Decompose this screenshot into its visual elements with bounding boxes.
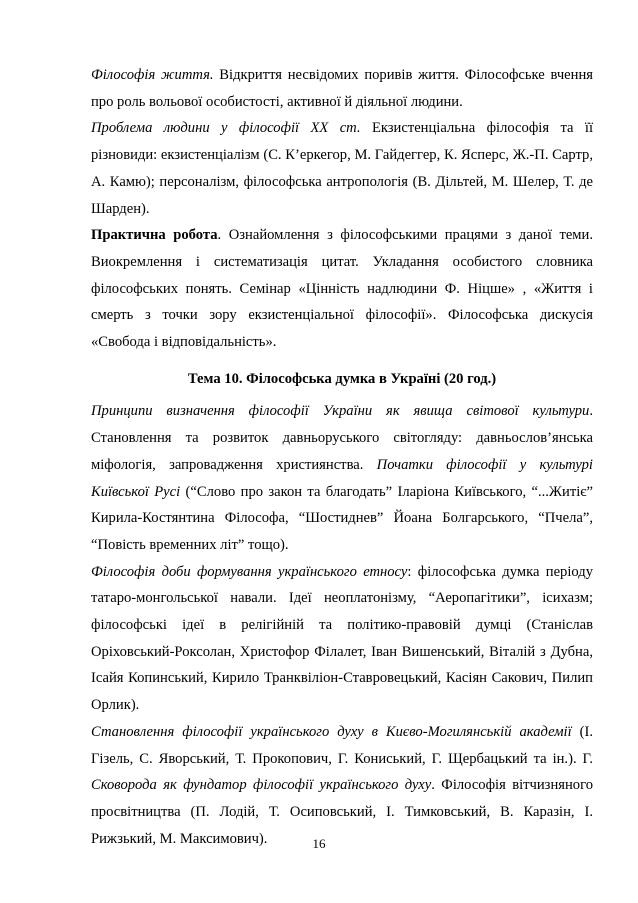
document-page bbox=[91, 62, 593, 852]
paragraph-philosophy-of-life bbox=[91, 62, 593, 115]
paragraph-principles bbox=[91, 398, 593, 558]
topic-title: Початки філософії у культурі Київської Русі bbox=[91, 456, 593, 500]
topic-title: Філософія доби формування українського етносу bbox=[91, 563, 408, 580]
topic-title: Проблема людини у філософії ХХ ст. bbox=[91, 120, 361, 137]
topic-title: Принципи визначення філософії України як явища світової культури bbox=[91, 403, 590, 420]
topic-title: Становлення філософії українського духу в Києво-Могилянській академії bbox=[91, 723, 572, 740]
page-number: 16 bbox=[312, 836, 326, 851]
practical-work-label: Практична робота bbox=[91, 227, 218, 244]
topic-title: Філософія життя. bbox=[91, 67, 214, 83]
paragraph-human-problem bbox=[91, 115, 593, 222]
paragraph-text: (“Слово про закон та благодать” Іларіона Київського, “...Житіє” Кирила-Костянтина Філософа, “Шостиднев” Йоана Болгарського, “Пчела”, “Повість временних літ” тощо). bbox=[91, 483, 593, 553]
section-heading: Тема 10. Філософська думка в Україні (20 год.) bbox=[187, 370, 497, 387]
paragraph-text: . Філософія вітчизняного просвітництва (П. Лодій, Т. Осиповський, І. Тимковський, В. Каразін, І. Рижзький, М. Максимович). bbox=[91, 777, 593, 847]
paragraph-text: . Ознайомлення з філософськими працями з даної теми. Виокремлення і систематизація цитат. Укладання особистого словника філософських понять. Семінар «Цінність надлюдини Ф. Ніцше» , «Життя і смерть з точки зору екзистенціальної філософії». Філософська дискусія «Свобода і відповідальність». bbox=[91, 227, 593, 351]
paragraph-text: (І. Гізель, С. Яворський, Т. Прокопович, Г. Кониський, Г. Щербацький та ін.). Г. bbox=[91, 723, 593, 767]
paragraph-text: : філософська думка періоду татаро-монгольської навали. Ідеї неоплатонізму, “Аеропагітики”, ісихазм; філософські ідеї в релігійній та політико-правовій думці (Станіслав Оріховський-Роксолан, Христофор Філалет, Іван Вишенський, Віталій з Дубна, Ісайя Копинський, Кирило Транквіліон-Ставровецький, Касіян Сакович, Пилип Орлик). bbox=[91, 563, 593, 714]
paragraph-text: Екзистенціальна філософія та її різновиди: екзистенціалізм (С. К’еркегор, М. Гайдеггер, К. Ясперс, Ж.-П. Сартр, А. Камю); персоналізм, філософська антропологія (В. Дільтей, М. Шелер, Т. де Шарден). bbox=[91, 120, 594, 217]
paragraph-text: . Становлення та розвиток давньоруського світогляду: давньослов’янська міфологія, запровадження християнства. bbox=[91, 403, 593, 473]
topic-title: Сковорода як фундатор філософії українського духу bbox=[91, 777, 432, 794]
paragraph-ethnos-era bbox=[91, 559, 593, 719]
paragraph-text: Відкриття несвідомих поривів життя. Філософське вчення про роль вольової особистості, активної й діяльної людини. bbox=[91, 67, 593, 110]
paragraph-mohyla-academy bbox=[91, 719, 593, 853]
paragraph-practical-work bbox=[91, 222, 593, 356]
